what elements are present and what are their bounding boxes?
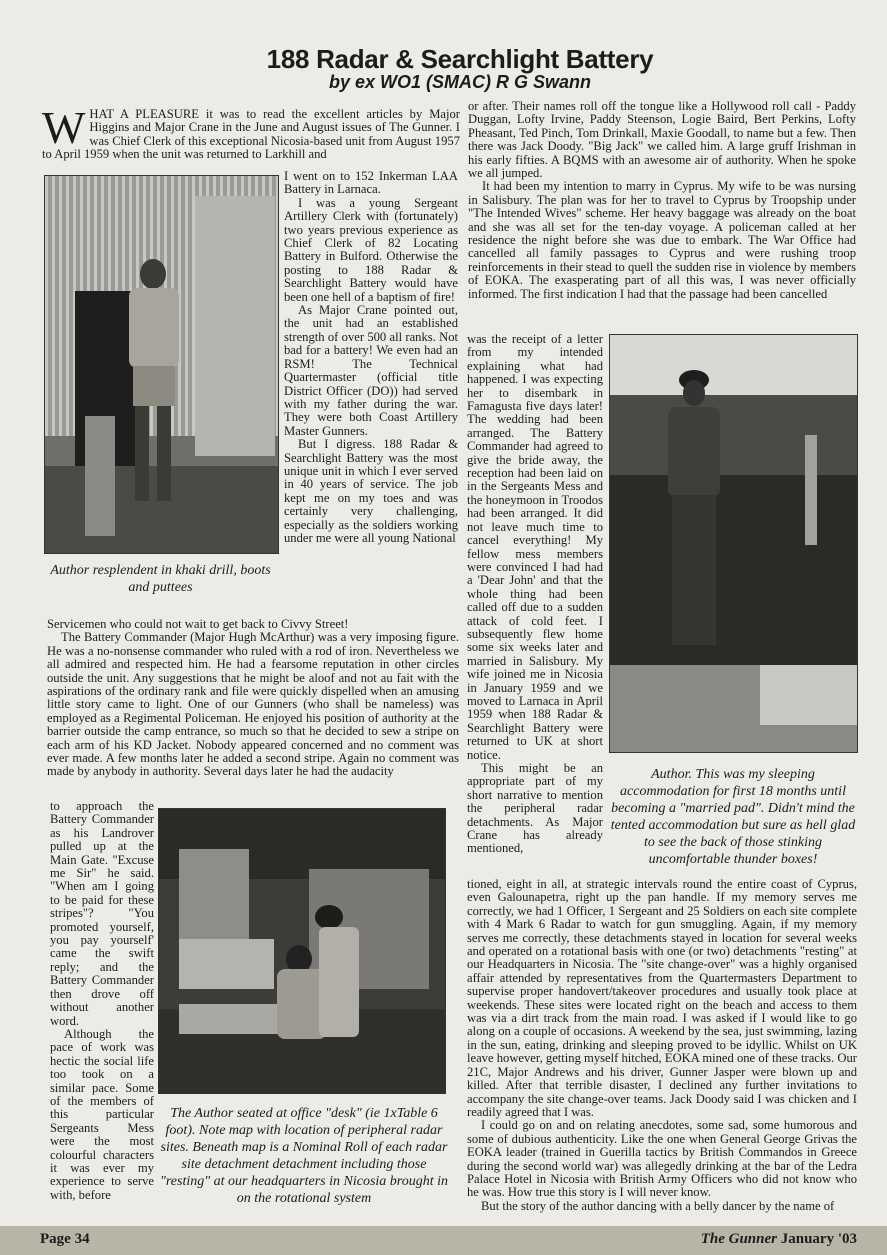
photo-tent-accommodation xyxy=(609,334,858,753)
page-number: Page 34 xyxy=(40,1231,90,1247)
caption-photo-tent-accommodation: Author. This was my sleeping accommodation for first 18 months until becoming a "married pad". Didn't mind the tented accommodation but sure as hell glad to see the back of those stinking uncomfortable thunder boxes! xyxy=(610,767,856,867)
paragraph: I went on to 152 Inkerman LAA Battery in Larnaca. xyxy=(284,170,458,197)
paragraph: tioned, eight in all, at strategic intervals round the entire coast of Cyprus, even Galounapetra, right up the pan handle. If my memory serves me correctly, we had 1 Officer, 1 Sergeant and 25 Soldiers on each site complete with 4 Mark 6 Radar to watch for gun smuggling. Again, if my memory serves me correctly, these detachments stayed in location for several weeks and operated on a rotational basis with one (or two) detachments "resting" at our Headquarters in Nicosia. The "site change-over" was a highly organised affair attended by representatives from the Quartermasters Department to supervise proper handovert/takeover procedures and usually took place at weekends. These sites were located right on the beach and access to them was via a dirt track from the main road. I was asked if I would like to go along on a couple of occasions. A weekend by the sea, just swimming, lazing in the sun, eating, drinking and sleeping proved to be idyllic. Whilst on UK leave however, getting myself hitched, EOKA mined one of these tracks. Our 21C, Major Andrews and his driver, Gunner Jasper were blown up and killed. After that terrible disaster, I declined any further invitations to accompany the site change-over teams. Jack Doody said I was chicken and I readily agreed that I was. xyxy=(467,878,857,1119)
photo-tent-accommodation-image xyxy=(610,335,857,752)
article-byline: by ex WO1 (SMAC) R G Swann xyxy=(328,72,592,92)
paragraph: As Major Crane pointed out, the unit had an established strength of over 500 all ranks. Not bad for a battery! We even had an RSM! The Technical Quartermaster (official title District Officer (DO)) had served with my father during the war. They were both Coast Artillery Master Gunners. xyxy=(284,303,458,438)
col1-wide-text xyxy=(47,618,459,800)
caption-photo-author-khaki: Author resplendent in khaki drill, boots and puttees xyxy=(50,563,271,595)
photo-author-khaki xyxy=(44,175,279,554)
col1-left-narrow-text xyxy=(50,800,154,1225)
magazine-name: The Gunner xyxy=(700,1231,777,1247)
col2-bottom-text xyxy=(467,878,857,1225)
paragraph: The Battery Commander (Major Hugh McArthur) was a very imposing figure. He was a no-nonsense commander who ruled with a rod of iron. Nevertheless we all admired and respected him. He had a fearsome reputation in other circles outside the unit. Any suggestions that he might be aloof and not au fait with the aspirations of the ordinary rank and file were quickly dispelled when an amusing little story came to light. One of our Gunners (who shall be nameless) was employed as a Regimental Policeman. He enjoyed his position of authority at the barrier outside the camp entrance, so much so that he decided to sew a stripe on each arm of his KD Jacket. Nobody appeared concerned and no comment was ever made. A few months later he added a second stripe. Again no comment was made by anybody in authority. Several days later he had the audacity xyxy=(47,630,459,779)
drop-cap: W xyxy=(42,108,86,153)
issue-date: January '03 xyxy=(780,1231,857,1247)
caption-photo-office-desk: The Author seated at office "desk" (ie 1xTable 6 foot). Note map with location of peripheral radar sites. Beneath map is a Nominal Roll of each radar site detachment detachment including those "resting" at our headquarters in Nicosia brought in on the rotational system xyxy=(159,1106,448,1206)
paragraph: I could go on and on relating anecdotes, some sad, some humorous and some of dubious authenticity. Like the one when General George Grivas the EOKA leader (trained in Guerilla tactics by British Commandos in Greece during the second world war) was allegedly drinking at the bar of the Ledra Palace Hotel in Nicosia with British Army Officers who did not know who he was. How true this story is I will never know. xyxy=(467,1118,857,1200)
paragraph: to approach the Battery Commander as his Landrover pulled up at the Main Gate. "Excuse me Sir" he said. "When am I going to be paid for these stripes"? "You promoted yourself, you pay yourself' came the swift reply; and the Battery Commander then drove off without another word. xyxy=(50,800,154,1028)
paragraph: But I digress. 188 Radar & Searchlight Battery was the most unique unit in which I ever served in 40 years of service. The job kept me on my toes and was certainly very challenging, especially as the soldiers working under me were all young National xyxy=(284,437,458,545)
photo-office-desk-image xyxy=(159,809,445,1093)
col2-narrow-text xyxy=(467,333,603,877)
paragraph: But the story of the author dancing with a belly dancer by the name of xyxy=(481,1198,835,1213)
photo-office-desk xyxy=(158,808,446,1094)
paragraph: or after. Their names roll off the tongue like a Hollywood roll call - Paddy Duggan, Lofty Irvine, Paddy Steenson, Logie Baird, Bert Perkins, Lofty Pheasant, Ted Pinch, Tom Drinkall, Maxie Goodall, to name but a few. Then there was Jack Doody. "Big Jack" we called him. A large gruff Irishman in his early fifties. A BQMS with an awesome air of authority. When he spoke we all jumped. xyxy=(468,100,856,181)
col2-top-text xyxy=(468,100,856,330)
paragraph: It had been my intention to marry in Cyprus. My wife to be was nursing in Salisbury. The plan was for her to travel to Cyprus by Troopship under "The Intended Wives" scheme. Her heavy baggage was already on the boat and she was all set for the ten-day voyage. A policeman called at her residence the night before she was due to embark. The War Office had cancelled all family passages to Cyprus and were rushing troop reinforcements in their stead to quell the sudden rise in violence by members of EOKA. The exasperating part of all this was, I was never officially informed. The first indication I had that the passage had been cancelled xyxy=(468,179,856,301)
paragraph: Although the pace of work was hectic the social life too took on a similar pace. Some of the members of this particular Sergeants Mess were the most colourful characters it was ever my experience to serve with, before xyxy=(50,1026,154,1202)
photo-author-khaki-image xyxy=(45,176,278,553)
paragraph: I was a young Sergeant Artillery Clerk with (fortunately) two years previous experience as Chief Clerk of 82 Locating Battery in Bulford. Otherwise the posting to 188 Radar & Searchlight Battery would have been one hell of a baptism of fire! xyxy=(284,195,458,304)
intro-text: HAT A PLEASURE it was to read the excellent articles by Major Higgins and Major Crane in the June and August issues of The Gunner. I was Chief Clerk of this exceptional Nicosia-based unit from August 1957 to April 1959 when the unit was returned to Larkhill and xyxy=(42,108,460,162)
paragraph: This might be an appropriate part of my short narrative to mention the peripheral radar detachments. As Major Crane has already mentioned, xyxy=(467,761,603,856)
article-title: 188 Radar & Searchlight Battery xyxy=(266,44,654,74)
col1-narrow-text xyxy=(284,170,458,618)
paragraph: was the receipt of a letter from my intended explaining what had happened. I was expecting her to disembark in Famagusta five days later! The wedding had been arranged. The Battery Commander had agreed to give the bride away, the reception had been laid on in the Sergeants Mess and the honeymoon in Troodos had been arranged. It did not leave much time to cancel everything! My fellow mess members were convinced I had had a 'Dear John' and that the whole thing had been called off due to a sudden attack of cold feet. I subsequently flew home some six weeks later and married in Salisbury. My wife joined me in Nicosia in January 1959 and we moved to Larnaca in April 1959 when 188 Radar & Searchlight Battery were returned to UK at short notice. xyxy=(467,333,603,762)
magazine-issue xyxy=(701,1231,857,1248)
intro-paragraph xyxy=(42,108,460,170)
paragraph: Servicemen who could not wait to get back to Civvy Street! xyxy=(47,618,349,631)
page-footer xyxy=(0,1226,887,1255)
